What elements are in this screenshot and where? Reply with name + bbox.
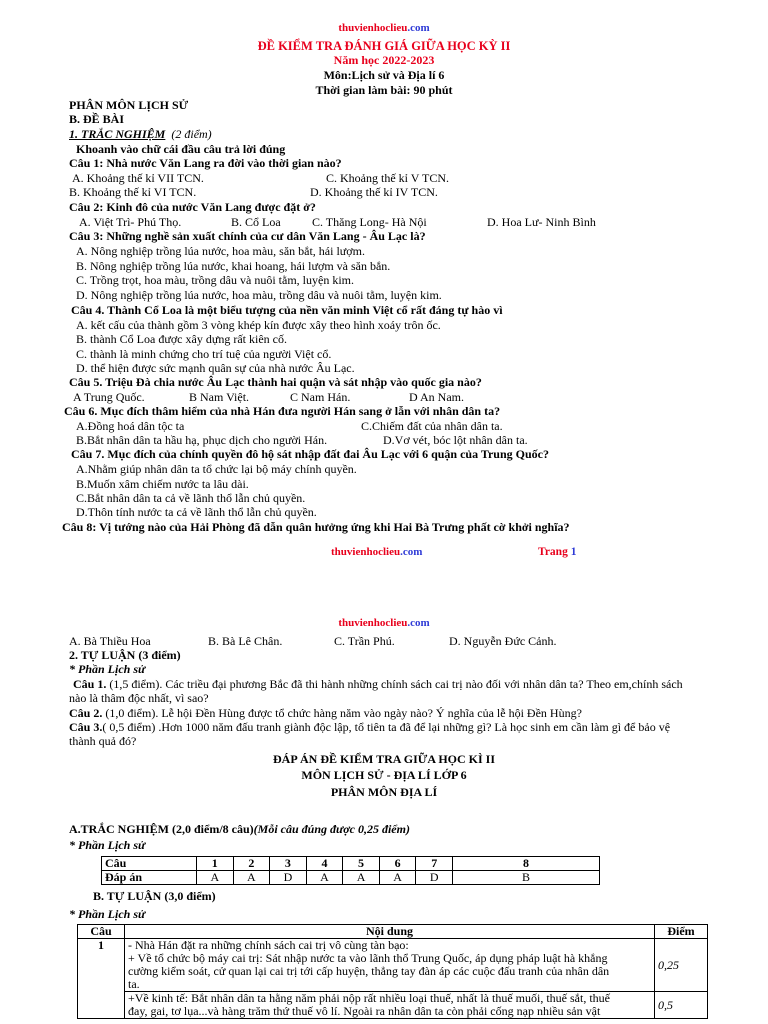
q1-option-d[interactable]: D. Khoảng thế kỉ IV TCN. (310, 185, 438, 199)
mcq-points: (2 điểm) (171, 127, 212, 141)
page-number (538, 545, 576, 559)
q5-option-b[interactable]: B Nam Việt. (189, 390, 250, 404)
essay-q1-text: (1,5 điểm). Các triều đại phương Bắc đã thi hành những chính sách cai trị nào đối với nhân dân ta? Theo em,chính sách (106, 677, 683, 691)
q3-option-c[interactable]: C. Trồng trọt, hoa màu, trồng dâu và nuôi tằm, luyện kim. (76, 273, 354, 287)
q3-option-d[interactable]: D. Nông nghiệp trồng lúa nước, hoa màu, trồng dâu và nuôi tằm, luyện kim. (76, 288, 442, 302)
q2-option-a[interactable]: A. Việt Trì- Phú Thọ. (79, 215, 182, 229)
section-subject: PHÂN MÔN LỊCH SỬ (69, 98, 189, 112)
essay-answer-content (125, 992, 655, 1019)
footer-site[interactable] (331, 545, 422, 559)
answer-key-row-label: Câu (102, 857, 197, 871)
essay-q3-text: ( 0,5 điểm) .Hơn 1000 năm đấu tranh giành độc lập, tổ tiên ta đã để lại những gì? Là học sinh em cần làm gì để bảo vệ (102, 720, 671, 734)
answer-key-value: D (416, 871, 453, 885)
site-name: thuvienhoclieu (338, 22, 408, 34)
essay-q1 (73, 677, 683, 691)
essay-subsection: * Phần Lịch sử (69, 662, 146, 676)
answer-key-num: 3 (270, 857, 307, 871)
q3-option-a[interactable]: A. Nông nghiệp trồng lúa nước, hoa màu, săn bắt, hái lượm. (76, 244, 365, 258)
essay-q1-cont: nào là thâm độc nhất, vì sao? (69, 691, 209, 705)
q3-option-b[interactable]: B. Nông nghiệp trồng lúa nước, khai hoang, hái lượm và săn bắn. (76, 259, 391, 273)
question-1: Câu 1: Nhà nước Văn Lang ra đời vào thời gian nào? (69, 156, 342, 170)
question-7: Câu 7. Mục đích của chính quyền đô hộ sát nhập đất đai Âu Lạc với 6 quận của Trung Quốc? (71, 447, 549, 461)
essay-q2-label: Câu 2. (69, 706, 103, 720)
answer-key-value: A (197, 871, 234, 885)
q8-option-c[interactable]: C. Trần Phú. (334, 634, 395, 648)
exam-title: ĐỀ KIỂM TRA ĐÁNH GIÁ GIỮA HỌC KỲ II (257, 39, 511, 53)
essay-answer-row (78, 992, 708, 1019)
essay-q1-label: Câu 1. (73, 677, 107, 691)
essay-answer-table (77, 924, 708, 1019)
q6-option-c[interactable]: C.Chiếm đất của nhân dân ta. (361, 419, 503, 433)
footer-site-name: thuvienhoclieu (331, 546, 401, 558)
school-year: Năm học 2022-2023 (333, 53, 435, 67)
content-line: +Về kinh tế: Bắt nhân dân ta hằng năm phải nộp rất nhiều loại thuế, nhất là thuế muối, thuế sắt, thuế (128, 991, 610, 1005)
q6-option-a[interactable]: A.Đồng hoá dân tộc ta (76, 419, 185, 433)
answer-key-num: 5 (343, 857, 380, 871)
q8-option-b[interactable]: B. Bà Lê Chân. (208, 634, 283, 648)
answer-subject: MÔN LỊCH SỬ - ĐỊA LÍ LỚP 6 (301, 768, 467, 782)
q4-option-a[interactable]: A. kết cấu của thành gồm 3 vòng khép kín được xây theo hình xoáy trôn ốc. (76, 318, 441, 332)
content-line: + Về tổ chức bộ máy cai trị: Sát nhập nước ta vào lãnh thổ Trung Quốc, áp dụng pháp luật hà khắng (128, 951, 608, 965)
q2-option-d[interactable]: D. Hoa Lư- Ninh Bình (487, 215, 596, 229)
site-watermark[interactable] (0, 21, 768, 35)
time-line: Thời gian làm bài: 90 phút (315, 83, 453, 97)
answer-part: PHÂN MÔN ĐỊA LÍ (330, 785, 438, 799)
answer-key-table (101, 856, 600, 885)
q5-option-a[interactable]: A Trung Quốc. (73, 390, 145, 404)
answer-key-value: A (233, 871, 270, 885)
mcq-heading (69, 127, 212, 141)
answer-key-num: 1 (197, 857, 234, 871)
answer-key-num: 7 (416, 857, 453, 871)
answer-key-num: 2 (233, 857, 270, 871)
answer-key-value: A (343, 871, 380, 885)
q4-option-d[interactable]: D. thể hiện được sức mạnh quân sự của nhà nước Âu Lạc. (76, 361, 355, 375)
q1-option-a[interactable]: A. Khoảng thế kỉ VII TCN. (72, 171, 204, 185)
mcq-instruction: Khoanh vào chữ cái đầu câu trả lời đúng (76, 142, 286, 156)
header-cau: Câu (78, 925, 125, 939)
answer-key-row-numbers (102, 857, 600, 871)
content-line: - Nhà Hán đặt ra những chính sách cai trị vô cùng tàn bạo: (128, 938, 409, 952)
essay-answer-row (78, 939, 708, 992)
answer-key-num: 8 (453, 857, 600, 871)
essay-answer-score: 0,5 (655, 992, 708, 1019)
essay-answer-content (125, 939, 655, 992)
essay-q3-cont: thành quả đó? (69, 734, 137, 748)
question-5: Câu 5. Triệu Đà chia nước Âu Lạc thành hai quận và sát nhập vào quốc gia nào? (69, 375, 482, 389)
answer-key-value: A (379, 871, 416, 885)
answer-title: ĐÁP ÁN ĐỀ KIỂM TRA GIỮA HỌC KÌ II (272, 752, 496, 766)
q2-option-b[interactable]: B. Cổ Loa (231, 215, 281, 229)
q1-option-c[interactable]: C. Khoảng thế kỉ V TCN. (326, 171, 450, 185)
q7-option-a[interactable]: A.Nhằm giúp nhân dân ta tổ chức lại bộ máy chính quyền. (76, 462, 357, 476)
q7-option-d[interactable]: D.Thôn tính nước ta cả về lãnh thổ lẫn chủ quyền. (76, 505, 317, 519)
page-label: Trang (538, 546, 568, 558)
q4-option-c[interactable]: C. thành là minh chứng cho trí tuệ của người Việt cổ. (76, 347, 332, 361)
site-name-2: thuvienhoclieu (338, 617, 408, 629)
section-exam: B. ĐỀ BÀI (69, 112, 125, 126)
answer-key-num: 6 (379, 857, 416, 871)
answer-essay-heading: B. TỰ LUẬN (3,0 điểm) (93, 889, 216, 903)
question-4: Câu 4. Thành Cổ Loa là một biểu tượng của nền văn minh Việt cổ rất đáng tự hào vì (71, 303, 503, 317)
site-watermark-2[interactable] (0, 616, 768, 630)
site-domain-2: .com (407, 617, 430, 629)
answer-key-num: 4 (306, 857, 343, 871)
essay-title: 2. TỰ LUẬN (3 điểm) (69, 648, 181, 662)
q1-option-b[interactable]: B. Khoảng thế kỉ VI TCN. (69, 185, 197, 199)
q8-option-a[interactable]: A. Bà Thiều Hoa (69, 634, 151, 648)
answer-mcq-note: (Mỗi câu đúng được 0,25 điểm) (253, 822, 410, 836)
q7-option-c[interactable]: C.Bắt nhân dân ta cả về lãnh thổ lẫn chủ quyền. (76, 491, 306, 505)
q2-option-c[interactable]: C. Thăng Long- Hà Nội (312, 215, 427, 229)
answer-subsection: * Phần Lịch sử (69, 838, 146, 852)
content-line: ta. (128, 977, 140, 991)
header-content: Nội dung (125, 925, 655, 939)
answer-key-row-answers (102, 871, 600, 885)
header-score: Điểm (655, 925, 708, 939)
essay-q3-label: Câu 3. (69, 720, 103, 734)
q8-option-d[interactable]: D. Nguyễn Đức Cảnh. (449, 634, 557, 648)
answer-key-value: A (306, 871, 343, 885)
content-line: cường kiểm soát, cử quan lại cai trị tới cấp huyện, thẳng tay đàn áp các cuộc đấu tranh của nhân dân (128, 964, 610, 978)
essay-answer-score: 0,25 (655, 939, 708, 992)
essay-q2-text: (1,0 điểm). Lễ hội Đền Hùng được tổ chức hàng năm vào ngày nào? Ý nghĩa của lễ hội Đền Hùng? (102, 706, 582, 720)
q7-option-b[interactable]: B.Muốn xâm chiếm nước ta lâu dài. (76, 477, 249, 491)
answer-mcq-title: A.TRẮC NGHIỆM (2,0 điểm/8 câu) (69, 822, 254, 836)
question-3: Câu 3: Những nghề sản xuất chính của cư dân Văn Lang - Âu Lạc là? (69, 229, 426, 243)
question-2: Câu 2: Kinh đô của nước Văn Lang được đặt ở? (69, 200, 316, 214)
answer-key-value: D (270, 871, 307, 885)
content-line: đay, gai, tơ lụa...và hàng trăm thứ thuế vô lí. Ngoài ra nhân dân ta còn phải cống nạp nhiều sản vật (128, 1004, 601, 1018)
q5-option-c[interactable]: C Nam Hán. (290, 390, 351, 404)
q5-option-d[interactable]: D An Nam. (409, 390, 464, 404)
q6-option-b[interactable]: B.Bắt nhân dân ta hầu hạ, phục dịch cho người Hán. (76, 433, 328, 447)
subject-line: Môn:Lịch sử và Địa lí 6 (323, 68, 445, 82)
answer-mcq-heading (69, 822, 410, 836)
answer-essay-subsection: * Phần Lịch sử (69, 907, 146, 921)
mcq-title: 1. TRẮC NGHIỆM (69, 127, 166, 141)
page-num: 1 (570, 546, 577, 558)
q6-option-d[interactable]: D.Vơ vét, bóc lột nhân dân ta. (383, 433, 528, 447)
footer-site-domain: .com (400, 546, 423, 558)
essay-answer-header (78, 925, 708, 939)
answer-key-value: B (453, 871, 600, 885)
essay-q2 (69, 706, 582, 720)
q4-option-b[interactable]: B. thành Cổ Loa được xây dựng rất kiên cố. (76, 332, 287, 346)
question-6: Câu 6. Mục đích thâm hiểm của nhà Hán đưa người Hán sang ở lẫn với nhân dân ta? (64, 404, 501, 418)
question-8: Câu 8: Vị tướng nào của Hải Phòng đã dẫn quân hưởng ứng khi Hai Bà Trưng phất cờ khởi nghĩa? (62, 520, 570, 534)
essay-answer-number: 1 (78, 939, 125, 1019)
essay-q3 (69, 720, 670, 734)
site-domain: .com (407, 22, 430, 34)
answer-key-row-label: Đáp án (102, 871, 197, 885)
